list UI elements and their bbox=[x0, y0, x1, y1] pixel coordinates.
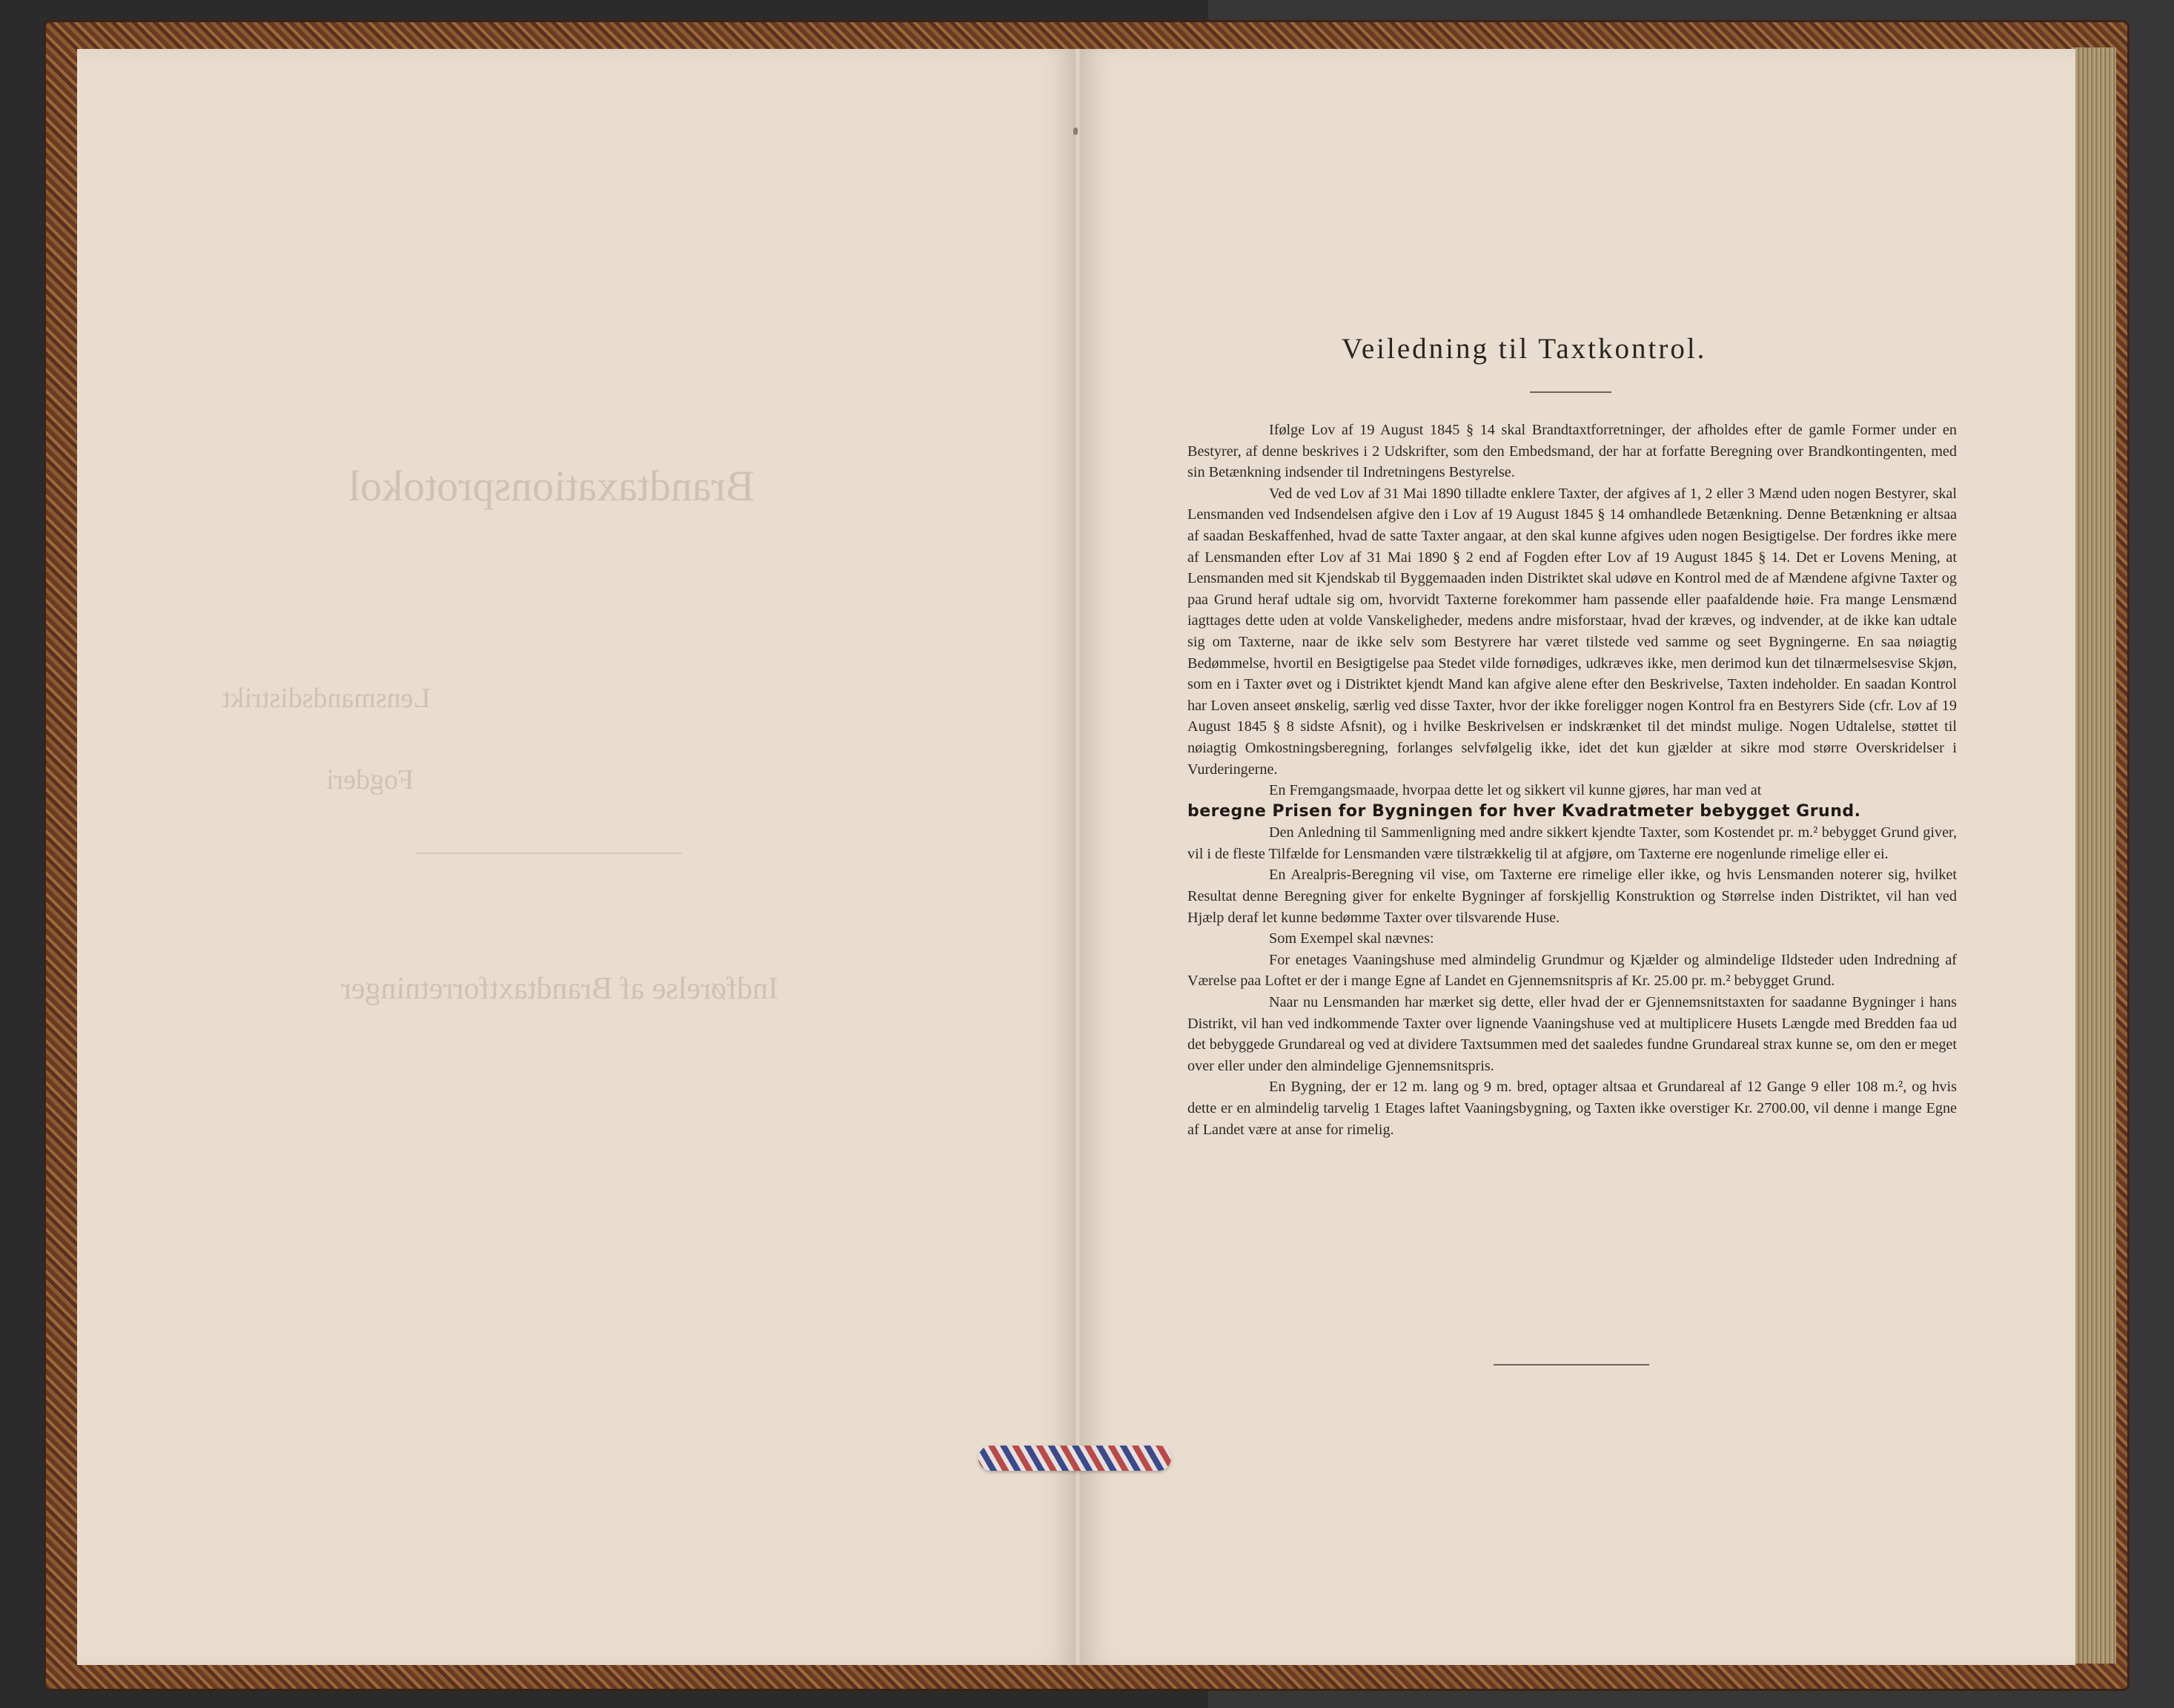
bold-instruction: beregne Prisen for Bygningen for hver Kvadratmeter bebygget Grund. bbox=[1187, 801, 1861, 821]
show-through-line2: Fogderi bbox=[326, 764, 414, 795]
paragraph: En Bygning, der er 12 m. lang og 9 m. bred, optager altsaa et Grundareal af 12 Gange 9 eller 108 m.², og hvis dette er en almindelig tarvelig 1 Etages laftet Vaaningsbygning, og Taxten ikke overstiger Kr. 2700.00, vil denne i mange Egne af Landet være at anse for rimelig. bbox=[1187, 1079, 1957, 1138]
page-title: Veiledning til Taxtkontrol. bbox=[1342, 333, 1707, 365]
binding-stitch bbox=[1073, 128, 1078, 135]
show-through-rule bbox=[415, 853, 682, 854]
paragraph: For enetages Vaaningshuse med almindelig Grundmur og Kjælder og almindelige Ildsteder uden Indredning af Værelse paa Loftet er der i mange Egne af Landet en Gjennemsnitspris af Kr. 25.00 pr. m.² bebygget Grund. bbox=[1187, 951, 1957, 990]
paragraph: Som Exempel skal nævnes: bbox=[1269, 930, 1434, 947]
show-through-title: Brandtaxationsprotokol bbox=[348, 462, 755, 510]
paragraph: Ved de ved Lov af 31 Mai 1890 tilladte enklere Taxter, der afgives af 1, 2 eller 3 Mænd uden nogen Bestyrer, skal Lensmanden ved Indsendelsen afgive den i Lov af 19 August 1845 § 14 omhandlede Betænkning. Denne Betænkning er altsaa af saadan Beskaffenhed, hvad de satte Taxter angaar, at den skal kunne afgives uden nogen Besigtigelse. Der fordres ikke mere af Lensmanden efter Lov af 31 Mai 1890 § 2 end af Fogden efter Lov af 19 August 1845 § 14. Det er Lovens Mening, at Lensmanden med sit Kjendskab til Byggemaaden inden Distriktet skal udøve en Kontrol med de af Mændene afgivne Taxter og paa Grund heraf udtale sig om, hvorvidt Taxterne forekommer ham passende eller paafaldende høie. Fra mange Lensmænd iagttages dette uden at volde Vanskeligheder, medens andre misforstaar, hvad der kræves, og indvender, at de ikke kan udtale sig om Taxterne, naar de ikke selv som Bestyrere har været tilstede ved samme og seet Bygningerne. En saa nøiagtig Bedømmelse, hvortil en Besigtigelse paa Stedet vilde fornødiges, udkræves ikke, men derimod kun det tilnærmelsesvise Skjøn, som en i Taxter øvet og i Distriktet kjendt Mand kan afgive alene efter den Beskrivelse, Taxten indeholder. En saadan Kontrol har Loven anseet ønskelig, særlig ved disse Taxter, hvor der ikke foreligger nogen Kontrol fra en Bestyrers Side (cfr. Lov af 19 August 1845 § 8 sidste Afsnit), og i hvilke Beskrivelsen er indskrænket til det mindst mulige. Nogen Udtalelse, støttet til nøiagtig Omkostningsberegning, forlanges selvfølgelig ikke, idet det kun gjælder at sikre mod større Overskridelser i Vurderingerne. bbox=[1187, 485, 1957, 778]
left-page bbox=[77, 49, 1078, 1665]
paragraph: Den Anledning til Sammenligning med andre sikkert kjendte Taxter, som Kostendet pr. m.² bebygget Grund giver, vil i de fleste Tilfælde for Lensmanden være tilstrækkelig til at afgjøre, om Taxterne ere nogenlunde rimelige eller ei. bbox=[1187, 824, 1957, 862]
instruction-text bbox=[1187, 420, 1957, 1140]
end-rule bbox=[1494, 1364, 1649, 1366]
paragraph: En Fremgangsmaade, hvorpaa dette let og sikkert vil kunne gjøres, har man ved at bbox=[1269, 782, 1762, 799]
paragraph: En Arealpris-Beregning vil vise, om Taxterne ere rimelige eller ikke, og hvis Lensmanden noterer sig, hvilket Resultat denne Beregning giver for enkelte Bygninger af forskjellig Konstruktion og Størrelse inden Distriktet, vil han ved Hjælp deraf let kunne bedømme Taxter over tilsvarende Huse. bbox=[1187, 867, 1957, 926]
show-through-line1: Lensmandsdistrikt bbox=[222, 683, 431, 714]
book-gutter bbox=[1074, 49, 1081, 1665]
paragraph: Ifølge Lov af 19 August 1845 § 14 skal Brandtaxtforretninger, der afholdes efter de gamle Former under en Bestyrer, af denne beskrives i 2 Udskrifter, som den Embedsmand, der har at forfatte Beregning over Brandkontingenten, med sin Betænkning indsender til Indretningens Bestyrelse. bbox=[1187, 422, 1957, 481]
show-through-line3: Indførelse af Brandtaxtforretninger bbox=[341, 972, 779, 1006]
title-rule bbox=[1530, 391, 1611, 393]
page-edges bbox=[2072, 47, 2116, 1664]
paragraph: Naar nu Lensmanden har mærket sig dette, eller hvad der er Gjennemsnitstaxten for saadanne Bygninger i hans Distrikt, vil han ved indkommende Taxter over lignende Vaaningshuse ved at multiplicere Husets Længde med Bredden faa ud det bebyggede Grundareal og ved at dividere Taxtsummen med det saaledes fundne Grundareal strax kunne se, om den er meget over eller under den almindelige Gjennemsnitspris. bbox=[1187, 994, 1957, 1074]
binding-string bbox=[978, 1446, 1171, 1471]
